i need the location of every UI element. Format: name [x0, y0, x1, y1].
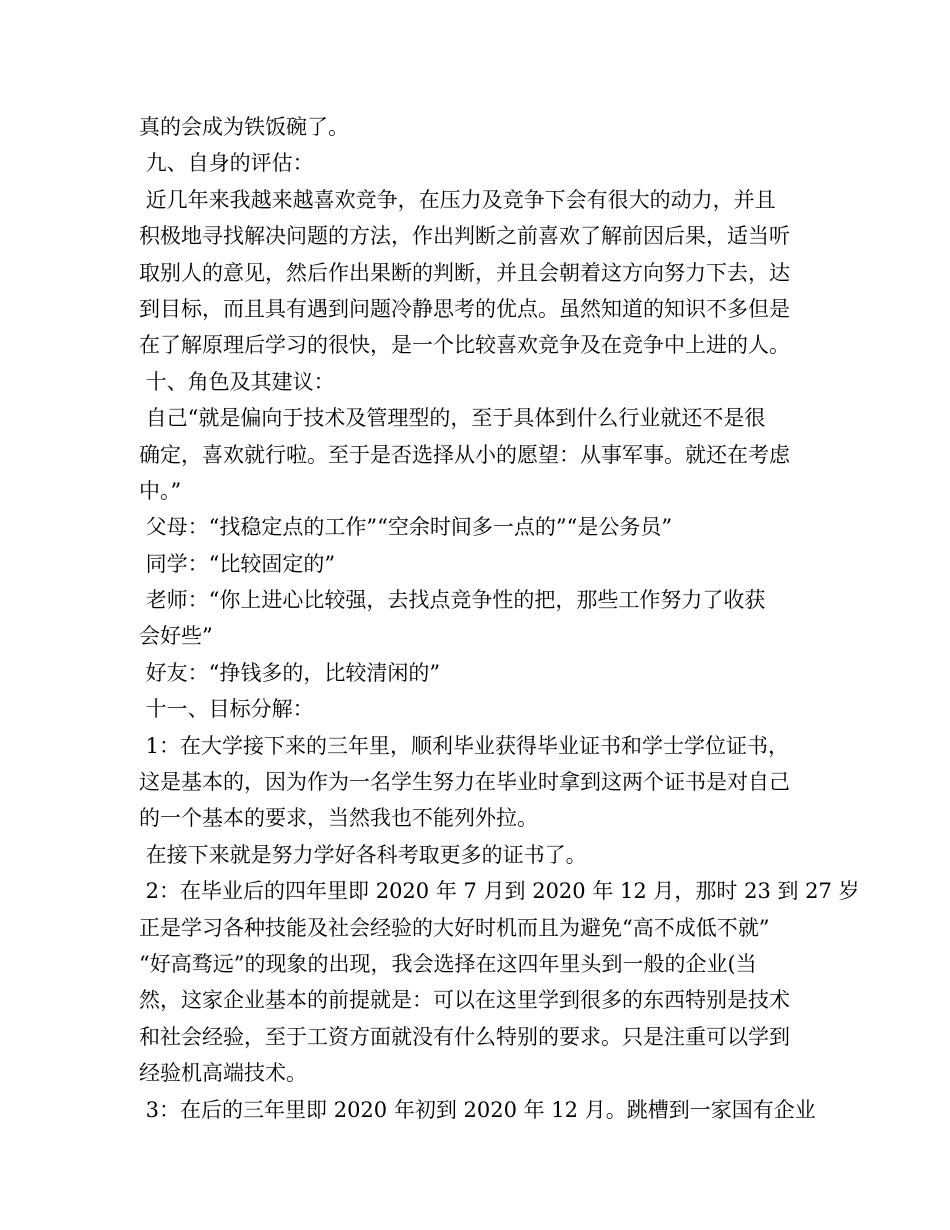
text-line: 这是基本的，因为作为一名学生努力在毕业时拿到这两个证书是对自己 [139, 770, 790, 795]
text-line: 取别人的意见，然后作出果断的判断，并且会朝着这方向努力下去，达 [139, 260, 790, 285]
body-text [139, 109, 860, 1128]
text-line: 1：在大学接下来的三年里，顺利毕业获得毕业证书和学士学位证书， [139, 733, 790, 758]
text-line: 会好些” [139, 624, 213, 649]
text-line: 积极地寻找解决问题的方法，作出判断之前喜欢了解前因后果，适当听 [139, 224, 790, 249]
text-line: 正是学习各种技能及社会经验的大好时机而且为避免“高不成低不就” [139, 915, 770, 940]
text-line: 和社会经验，至于工资方面就没有什么特别的要求。只是注重可以学到 [139, 1024, 790, 1049]
text-line: 3：在后的三年里即 2020 年初到 2020 年 12 月。跳槽到一家国有企业 [139, 1097, 816, 1122]
text-line: 近几年来我越来越喜欢竞争，在压力及竞争下会有很大的动力，并且 [139, 187, 776, 212]
section-heading-11: 十一、目标分解： [139, 697, 314, 722]
text-line: “好高骛远”的现象的出现，我会选择在这四年里头到一般的企业(当 [139, 951, 757, 976]
section-heading-10: 十、角色及其建议： [139, 369, 335, 394]
text-line: 自己“就是偏向于技术及管理型的，至于具体到什么行业就还不是很 [139, 406, 766, 431]
text-line: 到目标，而且具有遇到问题冷静思考的优点。虽然知道的知识不多但是 [139, 296, 790, 321]
text-line: 在接下来就是努力学好各科考取更多的证书了。 [139, 842, 587, 867]
text-line: 真的会成为铁饭碗了。 [139, 115, 349, 139]
text-line: 中。” [139, 478, 182, 503]
text-line: 好友：“挣钱多的，比较清闲的” [139, 660, 441, 685]
text-line: 经验机高端技术。 [139, 1061, 307, 1086]
text-line: 2：在毕业后的四年里即 2020 年 7 月到 2020 年 12 月，那时 23 到 27 岁 [139, 879, 860, 904]
text-line: 老师：“你上进心比较强，去找点竞争性的把，那些工作努力了收获 [139, 588, 766, 613]
text-line: 同学：“比较固定的” [139, 551, 336, 576]
text-line: 确定，喜欢就行啦。至于是否选择从小的愿望：从事军事。就还在考虑 [139, 442, 790, 467]
text-line: 父母：“找稳定点的工作”“空余时间多一点的”“是公务员” [139, 515, 673, 540]
text-line: 在了解原理后学习的很快，是一个比较喜欢竞争及在竞争中上进的人。 [139, 333, 790, 358]
text-line: 然，这家企业基本的前提就是：可以在这里学到很多的东西特别是技术 [139, 988, 790, 1013]
text-line: 的一个基本的要求，当然我也不能列外拉。 [139, 806, 538, 831]
section-heading-9: 九、自身的评估： [139, 151, 314, 176]
